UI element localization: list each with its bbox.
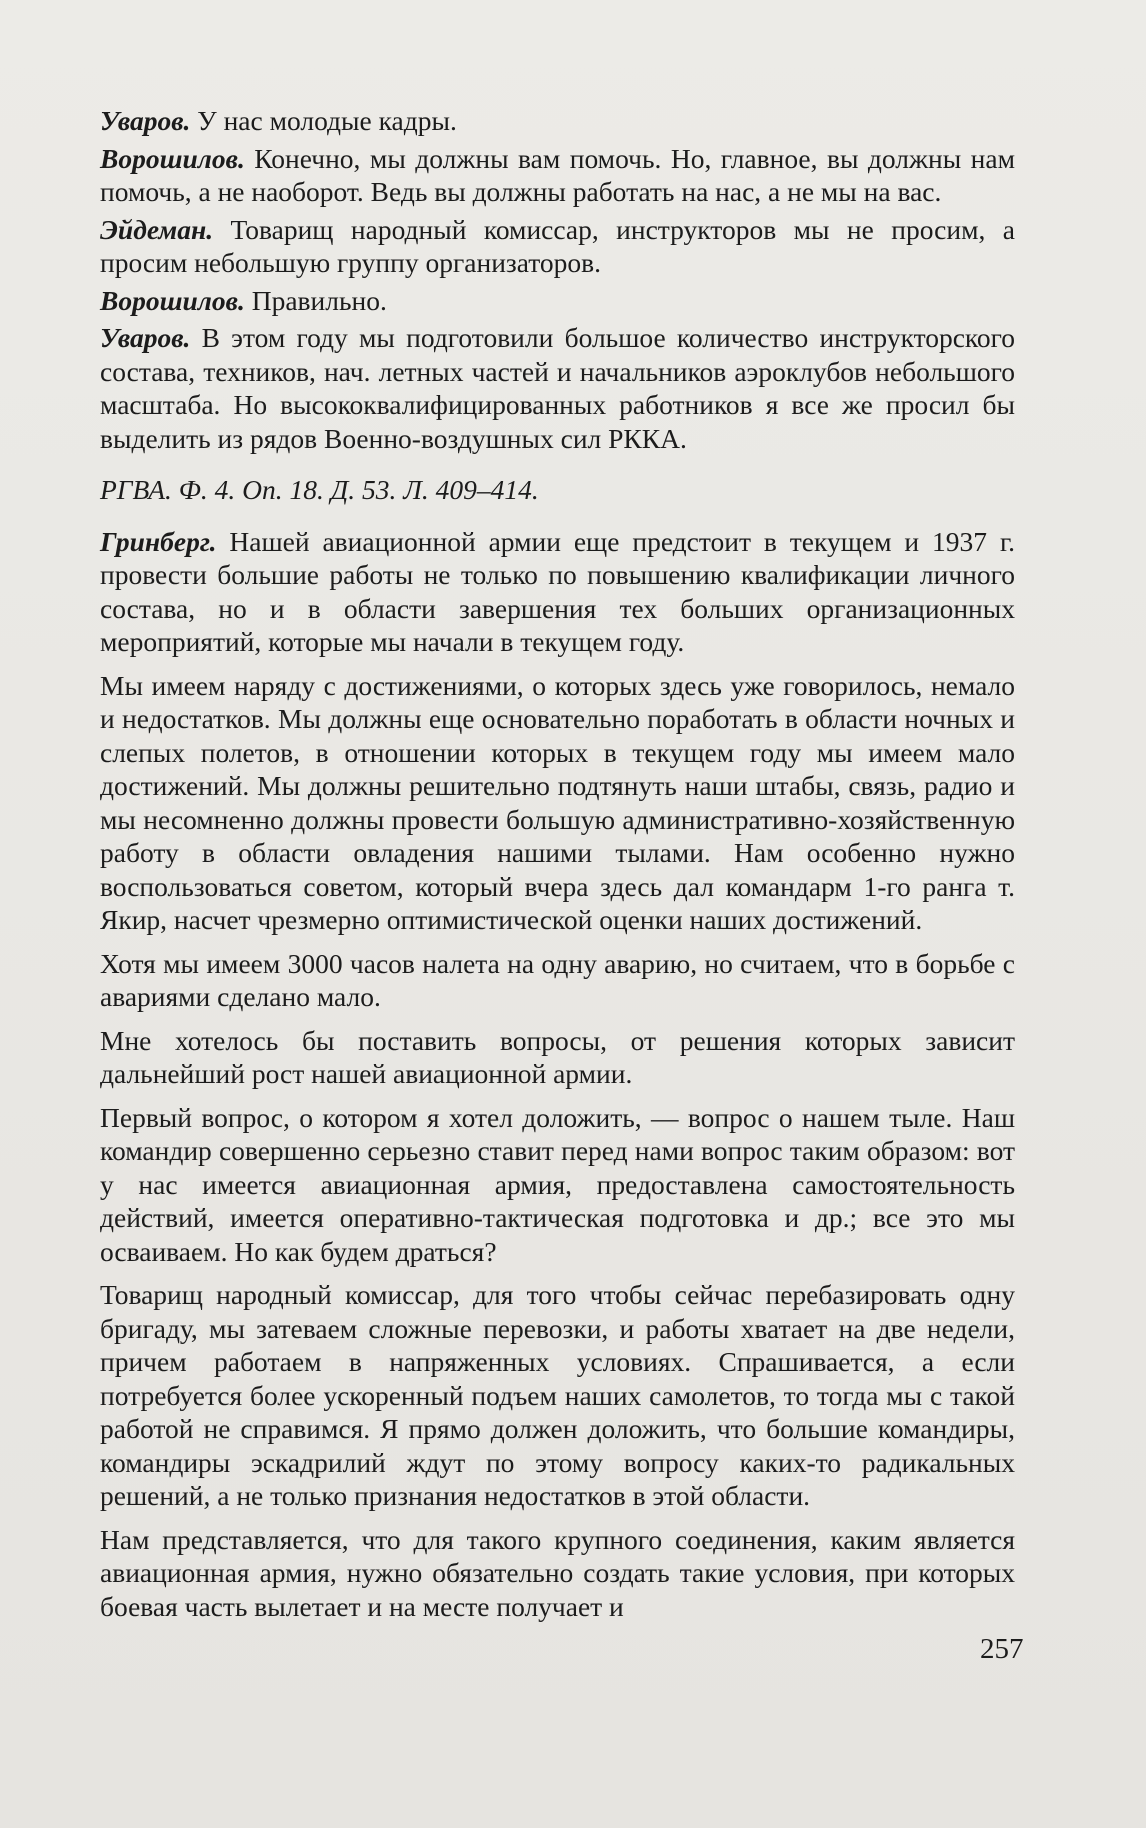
paragraph: Товарищ народный комиссар, для того чтобы сейчас перебазировать одну бригаду, мы затеваем сложные перевозки, и работы хватает на две недели, причем работаем в напряженных условиях. Спрашивается, а если потребуется более ускоренный подъем наших самолетов, то тогда мы с такой работой не справимся. Я прямо должен доложить, что большие командиры, командиры эскадрилий ждут по этому вопросу каких-то радикальных решений, а не только признания недостатков в этой области.: [100, 1279, 1015, 1511]
paragraph: Хотя мы имеем 3000 часов налета на одну аварию, но считаем, что в борьбе с авариями сделано мало.: [100, 947, 1015, 1012]
dialogue-line: [100, 142, 1015, 209]
speaker-name: Уваров.: [100, 105, 191, 136]
speaker-name: Ворошилов.: [100, 284, 245, 316]
page-text: [100, 104, 1015, 1623]
speech-text: Правильно.: [244, 284, 387, 316]
dialogue-line: [100, 321, 1015, 455]
speech-text: Нашей авиационной армии еще предстоит в текущем и 1937 г. провести большие работы не только по повышению квалификации личного состава, но и в области завершения тех больших организационных мероприятий, которые мы начали в текущем году.: [100, 525, 1015, 657]
speaker-name: Уваров.: [100, 322, 191, 353]
speech-text: Товарищ народный комиссар, инструкторов мы не просим, а просим небольшую группу организаторов.: [100, 213, 1015, 278]
speaker-name: Ворошилов.: [100, 142, 245, 174]
speech-text: Конечно, мы должны вам помочь. Но, главное, вы должны нам помочь, а не наоборот. Ведь вы должны работать на нас, а не мы на вас.: [100, 142, 1015, 207]
paragraph: Нам представляется, что для такого крупного соединения, каким является авиационная армия, нужно обязательно создать такие условия, при которых боевая часть вылетает и на месте получает и: [100, 1523, 1015, 1622]
speech-text: В этом году мы подготовили большое количество инструкторского состава, техников, нач. летных частей и начальников аэроклубов небольшого масштаба. Но высококвалифицированных работников я все же просил бы выделить из рядов Военно-воздушных сил РККА.: [100, 322, 1015, 454]
paragraph: Мы имеем наряду с достижениями, о которых здесь уже говорилось, немало и недостатков. Мы должны еще основательно поработать в области ночных и слепых полетов, в отношении которых в текущем году мы имеем мало достижений. Мы должны решительно подтянуть наши штабы, связь, радио и мы несомненно должны провести большую административно-хозяйственную работу в области овладения нашими тылами. Нам особенно нужно воспользоваться советом, который вчера здесь дал командарм 1-го ранга т. Якир, насчет чрезмерно оптимистической оценки наших достижений.: [100, 669, 1015, 935]
archive-source: РГВА. Ф. 4. Оп. 18. Д. 53. Л. 409–414.: [100, 474, 539, 505]
dialogue-line: [100, 525, 1015, 659]
page-number: 257: [980, 1633, 1024, 1665]
dialogue-line: [100, 213, 1015, 280]
speaker-name: Гринберг.: [100, 525, 217, 557]
paragraph: Первый вопрос, о котором я хотел доложить, — вопрос о нашем тыле. Наш командир совершенно серьезно ставит перед нами вопрос таким образом: вот у нас имеется авиационная армия, предоставлена самостоятельность действий, имеется оперативно-тактическая подготовка и др.; все это мы осваиваем. Но как будем драться?: [100, 1101, 1015, 1267]
speaker-name: Эйдеман.: [100, 213, 214, 245]
paragraph: Мне хотелось бы поставить вопросы, от решения которых зависит дальнейший рост нашей авиационной армии.: [100, 1024, 1015, 1089]
dialogue-line: [100, 104, 1015, 138]
dialogue-line: [100, 284, 1015, 318]
speech-text: У нас молодые кадры.: [190, 105, 457, 136]
